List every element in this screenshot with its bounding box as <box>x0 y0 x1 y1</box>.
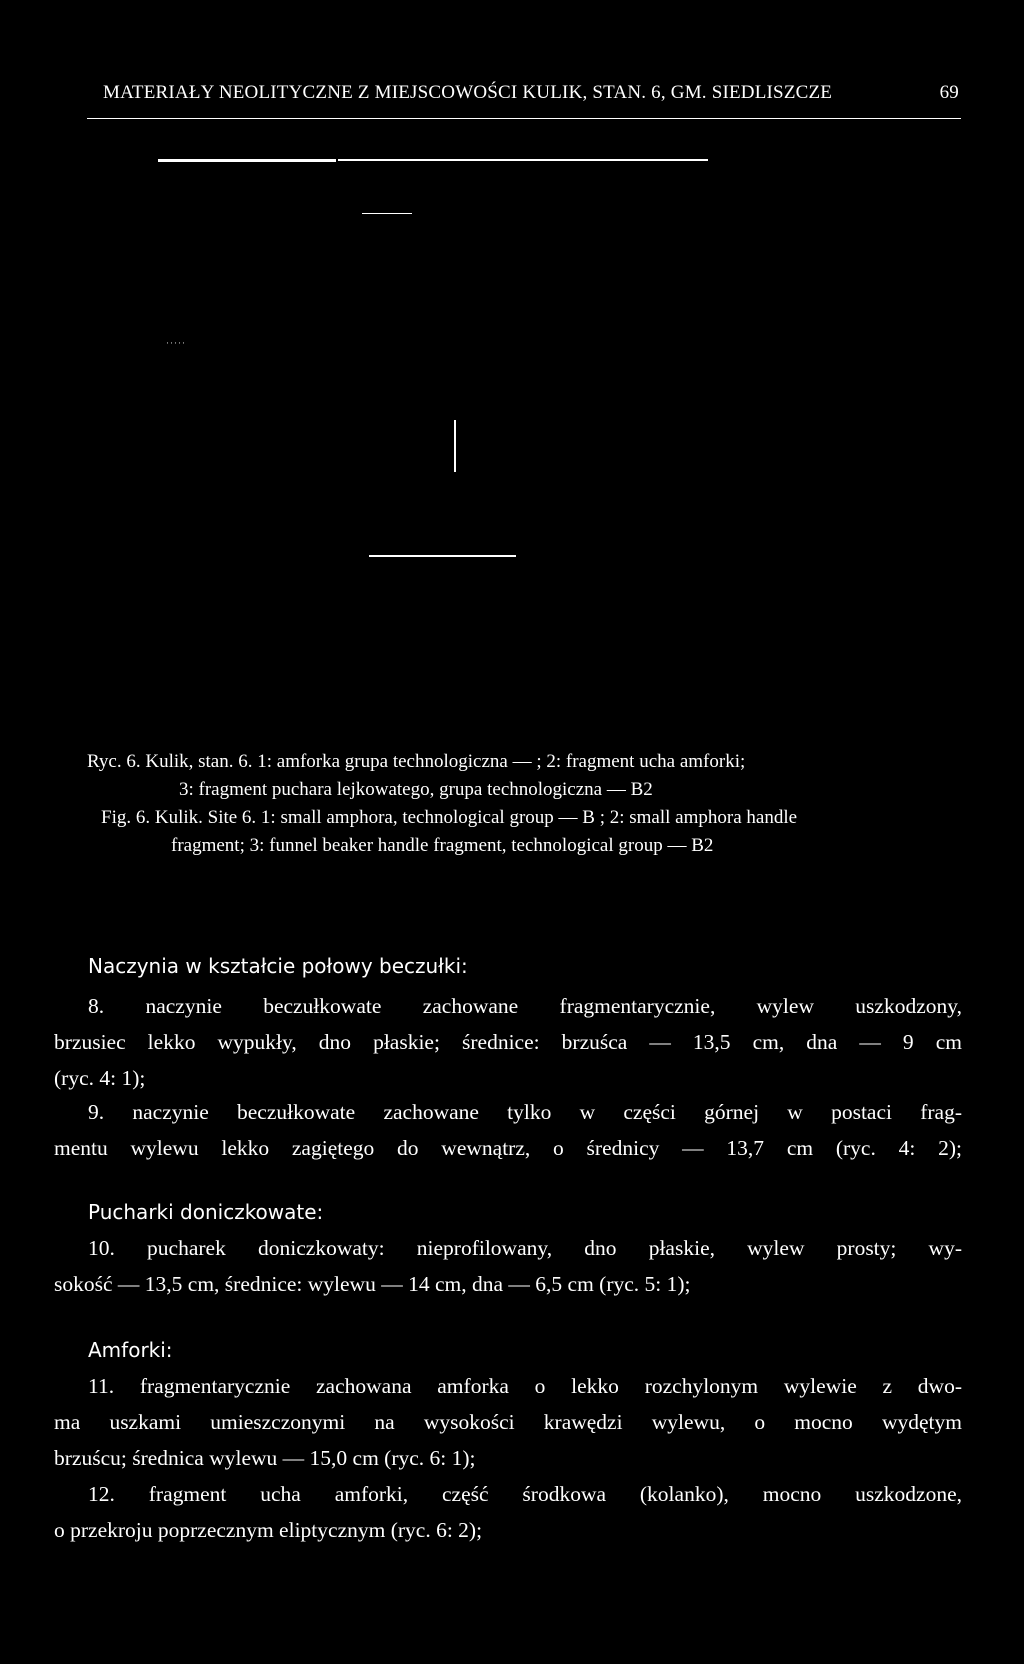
item-8-line-1: 8. naczynie beczułkowate zachowane fragmentarycznie, wylew uszkodzony, <box>88 994 962 1018</box>
caption-pl-line-1: Ryc. 6. Kulik, stan. 6. 1: amforka grupa technologiczna — ; 2: fragment ucha amforki; <box>87 751 746 772</box>
item-10-line-2: sokość — 13,5 cm, średnice: wylewu — 14 cm, dna — 6,5 cm (ryc. 5: 1); <box>54 1272 691 1296</box>
section-heading: Naczynia w kształcie połowy beczułki: <box>88 954 468 978</box>
figure-line <box>362 213 412 214</box>
figure-speck: ····· <box>166 338 186 348</box>
caption-en-line-1: Fig. 6. Kulik. Site 6. 1: small amphora, technological group — B ; 2: small amphora handle <box>101 807 798 828</box>
item-12-line-1: 12. fragment ucha amforki, część środkowa (kolanko), mocno uszkodzone, <box>88 1482 962 1506</box>
figure-line <box>369 555 516 557</box>
figure-line <box>158 159 336 162</box>
header-rule <box>87 118 961 119</box>
caption-pl-line-2: 3: fragment puchara lejkowatego, grupa technologiczna — B2 <box>179 779 653 800</box>
item-11-line-1: 11. fragmentarycznie zachowana amforka o lekko rozchylonym wylewie z dwo- <box>88 1374 962 1398</box>
figure-line <box>454 420 456 472</box>
item-8-line-3: (ryc. 4: 1); <box>54 1066 146 1090</box>
running-title: MATERIAŁY NEOLITYCZNE Z MIEJSCOWOŚCI KULIK, STAN. 6, GM. SIEDLISZCZE <box>103 82 833 103</box>
item-8-line-2: brzusiec lekko wypukły, dno płaskie; średnice: brzuśca — 13,5 cm, dna — 9 cm <box>54 1030 962 1054</box>
item-12-line-2: o przekroju poprzecznym eliptycznym (ryc. 6: 2); <box>54 1518 483 1542</box>
item-10-line-1: 10. pucharek doniczkowaty: nieprofilowany, dno płaskie, wylew prosty; wy- <box>88 1236 962 1260</box>
figure-line <box>338 159 708 161</box>
section-heading: Amforki: <box>88 1338 173 1362</box>
section-heading: Pucharki doniczkowate: <box>88 1200 324 1224</box>
item-11-line-2: ma uszkami umieszczonymi na wysokości krawędzi wylewu, o mocno wydętym <box>54 1410 962 1434</box>
caption-en-line-2: fragment; 3: funnel beaker handle fragment, technological group — B2 <box>171 835 714 856</box>
page-number: 69 <box>939 82 959 103</box>
item-11-line-3: brzuścu; średnica wylewu — 15,0 cm (ryc. 6: 1); <box>54 1446 476 1470</box>
item-9-line-1: 9. naczynie beczułkowate zachowane tylko w części górnej w postaci frag- <box>88 1100 962 1124</box>
item-9-line-2: mentu wylewu lekko zagiętego do wewnątrz, o średnicy — 13,7 cm (ryc. 4: 2); <box>54 1136 962 1160</box>
